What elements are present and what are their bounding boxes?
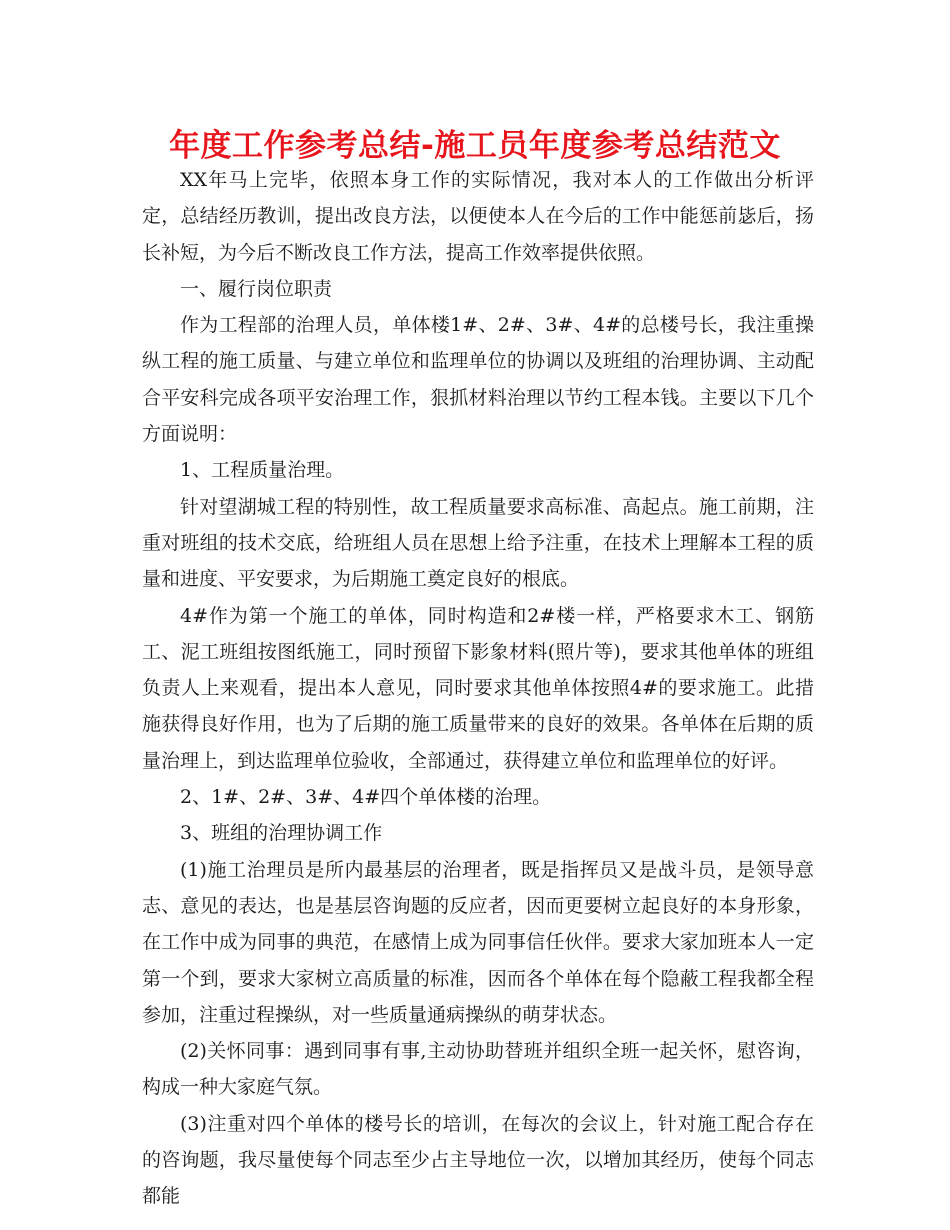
paragraph-item-3: (3)注重对四个单体的楼号长的培训，在每次的会议上，针对施工配合存在的咨询题，我尽量使每个同志至少占主导地位一次，以增加其经历，使每个同志都能	[142, 1112, 814, 1208]
paragraph-quality-building4: 4#作为第一个施工的单体，同时构造和2#楼一样，严格要求木工、钢筋工、泥工班组按图纸施工，同时预留下影象材料(照片等)，要求其他单体的班组负责人上来观看，提出本人意见，同时要求其他单体按照4#的要求施工。此措施获得良好作用，也为了后期的施工质量带来的良好的效果。各单体在后期的质量治理上，到达监理单位验收，全部通过，获得建立单位和监理单位的好评。	[142, 604, 814, 772]
paragraph-intro: XX年马上完毕，依照本身工作的实际情况，我对本人的工作做出分析评定，总结经历教训，提出改良方法，以便使本人在今后的工作中能惩前毖后，扬长补短，为今后不断改良工作方法，提高工作效率提供依照。	[142, 169, 814, 264]
paragraph-quality-early: 针对望湖城工程的特别性，故工程质量要求高标准、高起点。施工前期，注重对班组的技术交底，给班组人员在思想上给予注重，在技术上理解本工程的质量和进度、平安要求，为后期施工奠定良好的根底。	[142, 495, 814, 591]
section-heading-duties: 一、履行岗位职责	[180, 277, 333, 300]
paragraph-duties: 作为工程部的治理人员，单体楼1#、2#、3#、4#的总楼号长，我注重操纵工程的施工质量、与建立单位和监理单位的协调以及班组的治理协调、主动配合平安科完成各项平安治理工作，狠抓材料治理以节约工程本钱。主要以下几个方面说明：	[142, 314, 814, 446]
subheading-buildings: 2、1#、2#、3#、4#四个单体楼的治理。	[180, 786, 552, 809]
paragraph-item-1: (1)施工治理员是所内最基层的治理者，既是指挥员又是战斗员，是领导意志、意见的表达，也是基层咨询题的反应者，因而更要树立起良好的本身形象，在工作中成为同事的典范，在感情上成为同事信任伙伴。要求大家加班本人一定第一个到，要求大家树立高质量的标准，因而各个单体在每个隐蔽工程我都全程参加，注重过程操纵，对一些质量通病操纵的萌芽状态。	[142, 858, 814, 1026]
subheading-team-coordination: 3、班组的治理协调工作	[180, 822, 383, 845]
subheading-quality: 1、工程质量治理。	[180, 459, 345, 482]
document-body	[142, 162, 814, 1215]
paragraph-item-2: (2)关怀同事：遇到同事有事,主动协助替班并组织全班一起关怀，慰咨询，构成一种大家庭气氛。	[142, 1040, 814, 1099]
document-title: 年度工作参考总结-施工员年度参考总结范文	[169, 128, 781, 164]
